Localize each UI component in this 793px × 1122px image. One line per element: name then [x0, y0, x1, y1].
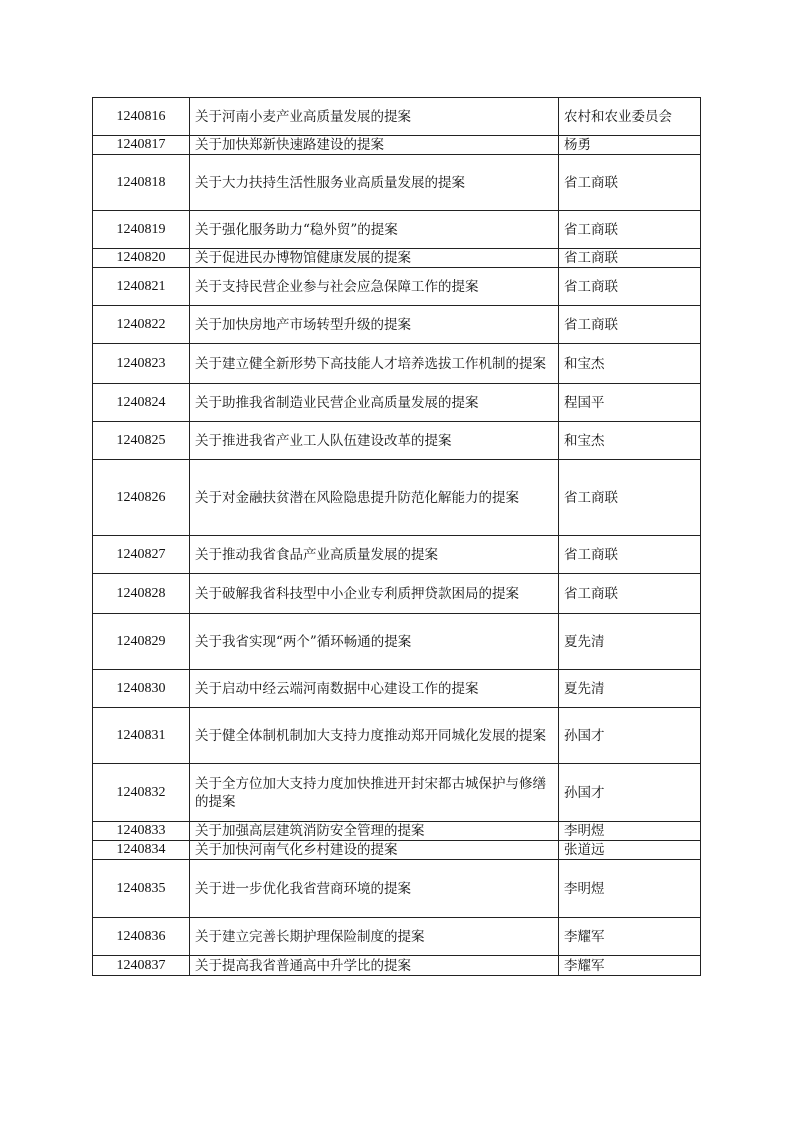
proposal-title: 关于建立完善长期护理保险制度的提案 [190, 918, 559, 956]
table-row [93, 306, 701, 344]
proposal-number: 1240820 [93, 249, 190, 268]
proposal-title: 关于推进我省产业工人队伍建设改革的提案 [190, 422, 559, 460]
proposal-number: 1240821 [93, 268, 190, 306]
proposal-number: 1240835 [93, 860, 190, 918]
table-row [93, 268, 701, 306]
proposer-name: 农村和农业委员会 [559, 98, 701, 136]
proposal-title: 关于加快郑新快速路建设的提案 [190, 136, 559, 155]
proposal-table-body [93, 98, 701, 976]
proposer-name: 李明煜 [559, 822, 701, 841]
proposer-name: 省工商联 [559, 536, 701, 574]
table-row [93, 98, 701, 136]
proposal-title: 关于强化服务助力“稳外贸”的提案 [190, 211, 559, 249]
table-row [93, 764, 701, 822]
table-row [93, 384, 701, 422]
proposal-title: 关于健全体制机制加大支持力度推动郑开同城化发展的提案 [190, 708, 559, 764]
table-row [93, 918, 701, 956]
proposal-number: 1240822 [93, 306, 190, 344]
proposal-number: 1240833 [93, 822, 190, 841]
table-row [93, 249, 701, 268]
proposal-number: 1240832 [93, 764, 190, 822]
proposal-number: 1240831 [93, 708, 190, 764]
proposer-name: 夏先清 [559, 670, 701, 708]
proposal-title: 关于启动中经云端河南数据中心建设工作的提案 [190, 670, 559, 708]
proposal-number: 1240837 [93, 956, 190, 976]
proposal-title: 关于我省实现“两个”循环畅通的提案 [190, 614, 559, 670]
proposer-name: 省工商联 [559, 306, 701, 344]
proposal-number: 1240823 [93, 344, 190, 384]
proposal-number: 1240829 [93, 614, 190, 670]
proposer-name: 李耀军 [559, 956, 701, 976]
proposal-number: 1240828 [93, 574, 190, 614]
proposal-title: 关于推动我省食品产业高质量发展的提案 [190, 536, 559, 574]
proposer-name: 杨勇 [559, 136, 701, 155]
table-row [93, 708, 701, 764]
table-row [93, 460, 701, 536]
table-row [93, 211, 701, 249]
proposal-number: 1240836 [93, 918, 190, 956]
proposer-name: 省工商联 [559, 574, 701, 614]
table-row [93, 822, 701, 841]
proposer-name: 李耀军 [559, 918, 701, 956]
table-row [93, 841, 701, 860]
proposal-title: 关于河南小麦产业高质量发展的提案 [190, 98, 559, 136]
table-row [93, 536, 701, 574]
proposer-name: 和宝杰 [559, 344, 701, 384]
proposer-name: 孙国才 [559, 708, 701, 764]
proposal-number: 1240827 [93, 536, 190, 574]
proposer-name: 李明煜 [559, 860, 701, 918]
proposal-number: 1240834 [93, 841, 190, 860]
proposer-name: 省工商联 [559, 155, 701, 211]
proposer-name: 省工商联 [559, 268, 701, 306]
proposer-name: 程国平 [559, 384, 701, 422]
table-row [93, 574, 701, 614]
proposer-name: 省工商联 [559, 460, 701, 536]
proposer-name: 和宝杰 [559, 422, 701, 460]
proposer-name: 省工商联 [559, 249, 701, 268]
proposal-title: 关于提高我省普通高中升学比的提案 [190, 956, 559, 976]
proposal-number: 1240825 [93, 422, 190, 460]
proposal-title: 关于建立健全新形势下高技能人才培养选拔工作机制的提案 [190, 344, 559, 384]
proposal-title: 关于加强高层建筑消防安全管理的提案 [190, 822, 559, 841]
proposal-title: 关于全方位加大支持力度加快推进开封宋都古城保护与修缮的提案 [190, 764, 559, 822]
table-row [93, 344, 701, 384]
proposal-title: 关于加快房地产市场转型升级的提案 [190, 306, 559, 344]
proposer-name: 夏先清 [559, 614, 701, 670]
table-row [93, 670, 701, 708]
proposal-title: 关于支持民营企业参与社会应急保障工作的提案 [190, 268, 559, 306]
proposal-title: 关于大力扶持生活性服务业高质量发展的提案 [190, 155, 559, 211]
proposal-number: 1240817 [93, 136, 190, 155]
proposer-name: 张道远 [559, 841, 701, 860]
proposal-table [92, 97, 701, 976]
proposal-number: 1240819 [93, 211, 190, 249]
table-row [93, 614, 701, 670]
table-row [93, 422, 701, 460]
proposal-number: 1240824 [93, 384, 190, 422]
table-row [93, 860, 701, 918]
proposal-title: 关于对金融扶贫潜在风险隐患提升防范化解能力的提案 [190, 460, 559, 536]
table-row [93, 155, 701, 211]
proposal-title: 关于促进民办博物馆健康发展的提案 [190, 249, 559, 268]
proposal-number: 1240816 [93, 98, 190, 136]
proposal-title: 关于加快河南气化乡村建设的提案 [190, 841, 559, 860]
proposal-title: 关于破解我省科技型中小企业专利质押贷款困局的提案 [190, 574, 559, 614]
table-row [93, 136, 701, 155]
proposal-number: 1240818 [93, 155, 190, 211]
proposal-title: 关于助推我省制造业民营企业高质量发展的提案 [190, 384, 559, 422]
proposer-name: 省工商联 [559, 211, 701, 249]
proposal-number: 1240826 [93, 460, 190, 536]
proposer-name: 孙国才 [559, 764, 701, 822]
proposal-title: 关于进一步优化我省营商环境的提案 [190, 860, 559, 918]
table-row [93, 956, 701, 976]
proposal-number: 1240830 [93, 670, 190, 708]
